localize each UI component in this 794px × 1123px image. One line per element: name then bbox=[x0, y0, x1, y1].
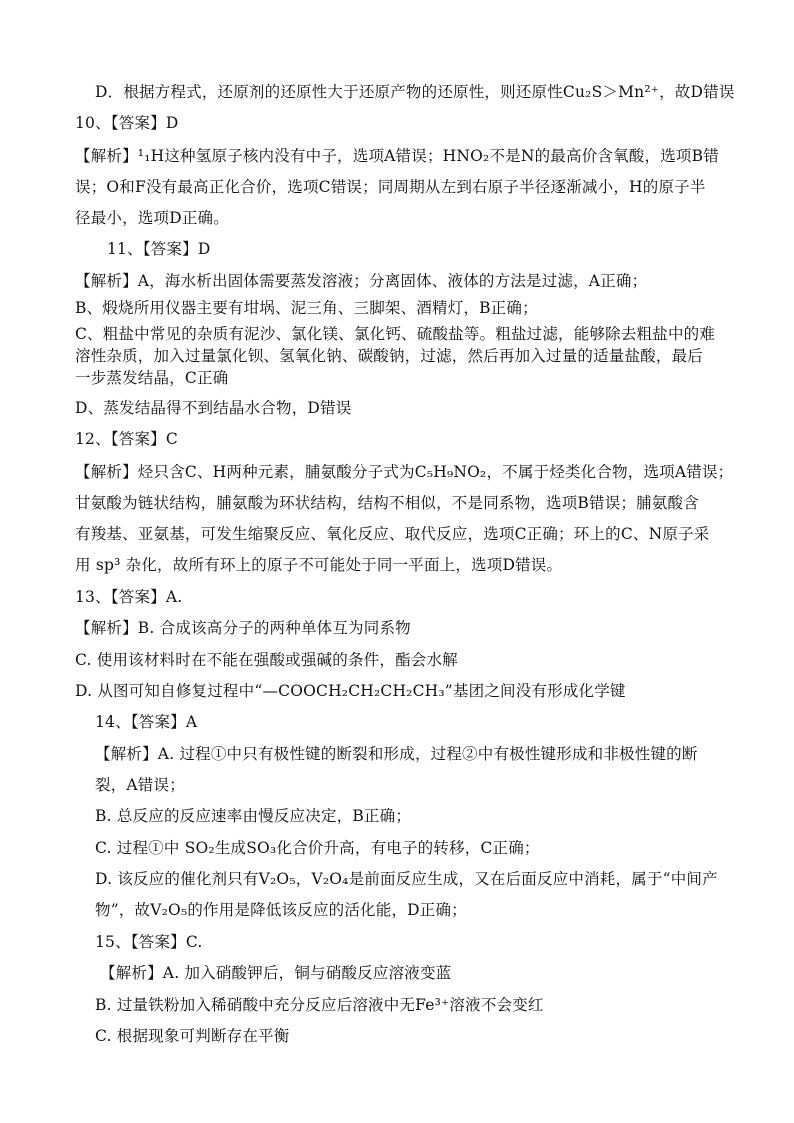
text-line: 一步蒸发结晶，C正确 bbox=[75, 369, 229, 387]
text-line: D、蒸发结晶得不到结晶水合物，D错误 bbox=[75, 399, 352, 417]
text-line: 物”，故V₂O₅的作用是降低该反应的活化能，D正确； bbox=[95, 901, 467, 919]
text-line: 【解析】A. 加入硝酸钾后，铜与硝酸反应溶液变蓝 bbox=[100, 964, 452, 982]
text-line: 【解析】¹₁H这种氢原子核内没有中子，选项A错误；HNO₂不是N的最高价含氧酸，选项B错 bbox=[75, 147, 719, 165]
text-line: 【解析】A，海水析出固体需要蒸发溶液；分离固体、液体的方法是过滤，A正确； bbox=[75, 272, 648, 290]
text-line: C. 过程①中 SO₂生成SO₃化合价升高，有电子的转移，C正确； bbox=[95, 839, 540, 857]
text-line: 15、【答案】C. bbox=[95, 933, 203, 951]
text-line: B、煅烧所用仪器主要有坩埚、泥三角、三脚架、酒精灯，B正确； bbox=[75, 299, 538, 317]
text-line: 10、【答案】D bbox=[75, 114, 179, 132]
text-line: C、粗盐中常见的杂质有泥沙、氯化镁、氯化钙、硫酸盐等。粗盐过滤，能够除去粗盐中的难 bbox=[75, 325, 716, 343]
text-line: 【解析】A. 过程①中只有极性键的断裂和形成，过程②中有极性键形成和非极性键的断 bbox=[95, 745, 698, 763]
text-line: B. 过量铁粉加入稀硝酸中充分反应后溶液中无Fe³⁺溶液不会变红 bbox=[95, 996, 544, 1014]
text-line: C. 使用该材料时在不能在强酸或强碱的条件，酯会水解 bbox=[75, 651, 458, 669]
text-line: C. 根据现象可判断存在平衡 bbox=[95, 1027, 290, 1045]
text-line: B. 总反应的反应速率由慢反应决定，B正确； bbox=[95, 807, 412, 825]
text-line: 误；O和F没有最高正化合价，选项C错误；同周期从左到右原子半径逐渐减小，H的原子半 bbox=[75, 178, 706, 196]
text-line: D. 该反应的催化剂只有V₂O₅，V₂O₄是前面反应生成，又在后面反应中消耗，属于“中间产 bbox=[95, 870, 718, 888]
text-line: 甘氨酸为链状结构，脯氨酸为环状结构，结构不相似，不是同系物，选项B错误；脯氨酸含 bbox=[75, 494, 699, 512]
text-line: 裂，A错误； bbox=[95, 776, 185, 794]
text-line: 14、【答案】A bbox=[95, 713, 198, 731]
text-line: 【解析】烃只含C、H两种元素，脯氨酸分子式为C₅H₉NO₂，不属于烃类化合物，选项A错误； bbox=[75, 463, 734, 481]
text-line: 有羧基、亚氨基，可发生缩聚反应、氧化反应、取代反应，选项C正确；环上的C、N原子采 bbox=[75, 525, 710, 543]
text-line: D. 从图可知自修复过程中“—COOCH₂CH₂CH₂CH₃”基团之间没有形成化学键 bbox=[75, 682, 626, 700]
text-line: 径最小，选项D正确。 bbox=[75, 209, 229, 227]
text-line: 溶性杂质，加入过量氯化钡、氢氧化钠、碳酸钠，过滤，然后再加入过量的适量盐酸，最后 bbox=[75, 347, 704, 365]
text-line: 【解析】B. 合成该高分子的两种单体互为同系物 bbox=[75, 619, 411, 637]
text-line: 13、【答案】A. bbox=[75, 588, 183, 606]
text-line: 12、【答案】C bbox=[75, 430, 178, 448]
text-line: 用 sp³ 杂化，故所有环上的原子不可能处于同一平面上，选项D错误。 bbox=[75, 556, 563, 574]
text-line: 11、【答案】D bbox=[107, 240, 211, 258]
text-line: D．根据方程式，还原剂的还原性大于还原产物的还原性，则还原性Cu₂S＞Mn²⁺，故D错误 bbox=[95, 83, 735, 101]
